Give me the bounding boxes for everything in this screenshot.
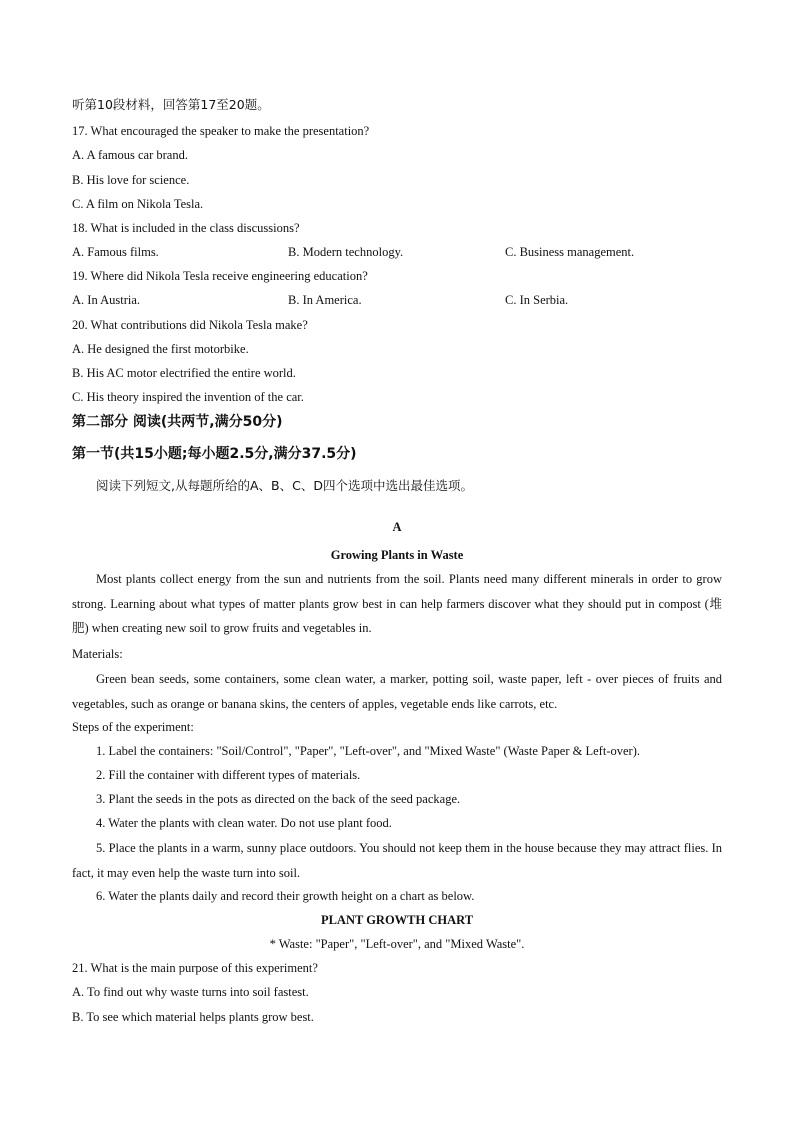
question-21-stem: 21. What is the main purpose of this experiment? [72, 961, 318, 975]
steps-label: Steps of the experiment: [72, 720, 194, 734]
question-20-option-a: A. He designed the first motorbike. [72, 342, 249, 356]
step-6: 6. Water the plants daily and record their growth height on a chart as below. [96, 889, 475, 903]
materials-text: Green bean seeds, some containers, some clean water, a marker, potting soil, waste paper, left - over pieces of fruits and vegetables, such as orange or banana skins, the centers of apples, vegetable ends like carrots, etc. [72, 672, 722, 711]
question-20-option-c: C. His theory inspired the invention of the car. [72, 390, 304, 404]
question-21-option-b: B. To see which material helps plants grow best. [72, 1010, 314, 1024]
step-2: 2. Fill the container with different types of materials. [96, 768, 361, 782]
chart-note: * Waste: "Paper", "Left-over", and "Mixed Waste". [269, 937, 525, 951]
question-18-option-b: B. Modern technology. [288, 245, 404, 259]
passage-letter: A [392, 520, 402, 534]
step-1: 1. Label the containers: "Soil/Control", "Paper", "Left-over", and "Mixed Waste" (Waste Paper & Left-over). [96, 744, 640, 758]
reading-instruction: 阅读下列短文,从每题所给的A、B、C、D四个选项中选出最佳选项。 [96, 478, 473, 493]
question-18-option-a: A. Famous films. [72, 245, 159, 259]
chart-title: PLANT GROWTH CHART [320, 913, 474, 927]
passage-title: Growing Plants in Waste [330, 548, 464, 562]
reading-section-heading: 第一节(共15小题;每小题2.5分,满分37.5分) [72, 446, 357, 462]
question-19-option-b: B. In America. [288, 293, 362, 307]
question-18-option-c: C. Business management. [505, 245, 635, 259]
step-4: 4. Water the plants with clean water. Do not use plant food. [96, 816, 392, 830]
question-18-stem: 18. What is included in the class discussions? [72, 221, 300, 235]
passage-paragraph-1: Most plants collect energy from the sun and nutrients from the soil. Plants need many different minerals in order to grow strong. Learning about what types of matter plants grow best in can help farmers discover what they should put in compost (堆肥) when creating new soil to grow fruits and vegetables in. [72, 572, 722, 635]
materials-label: Materials: [72, 647, 123, 661]
step-3: 3. Plant the seeds in the pots as directed on the back of the seed package. [96, 792, 461, 806]
question-17-option-b: B. His love for science. [72, 173, 190, 187]
question-19-option-c: C. In Serbia. [505, 293, 569, 307]
question-17-stem: 17. What encouraged the speaker to make the presentation? [72, 124, 370, 138]
question-20-option-b: B. His AC motor electrified the entire world. [72, 366, 296, 380]
question-19-stem: 19. Where did Nikola Tesla receive engineering education? [72, 269, 368, 283]
listening-intro: 听第10段材料，回答第17至20题。 [72, 97, 270, 112]
question-21-option-a: A. To find out why waste turns into soil fastest. [72, 985, 309, 999]
question-17-option-c: C. A film on Nikola Tesla. [72, 197, 204, 211]
question-17-option-a: A. A famous car brand. [72, 148, 188, 162]
question-20-stem: 20. What contributions did Nikola Tesla make? [72, 318, 308, 332]
reading-part-heading: 第二部分 阅读(共两节,满分50分) [72, 414, 283, 430]
question-19-option-a: A. In Austria. [72, 293, 141, 307]
step-5: 5. Place the plants in a warm, sunny place outdoors. You should not keep them in the house because they may attract flies. In fact, it may even help the waste turn into soil. [72, 841, 722, 880]
